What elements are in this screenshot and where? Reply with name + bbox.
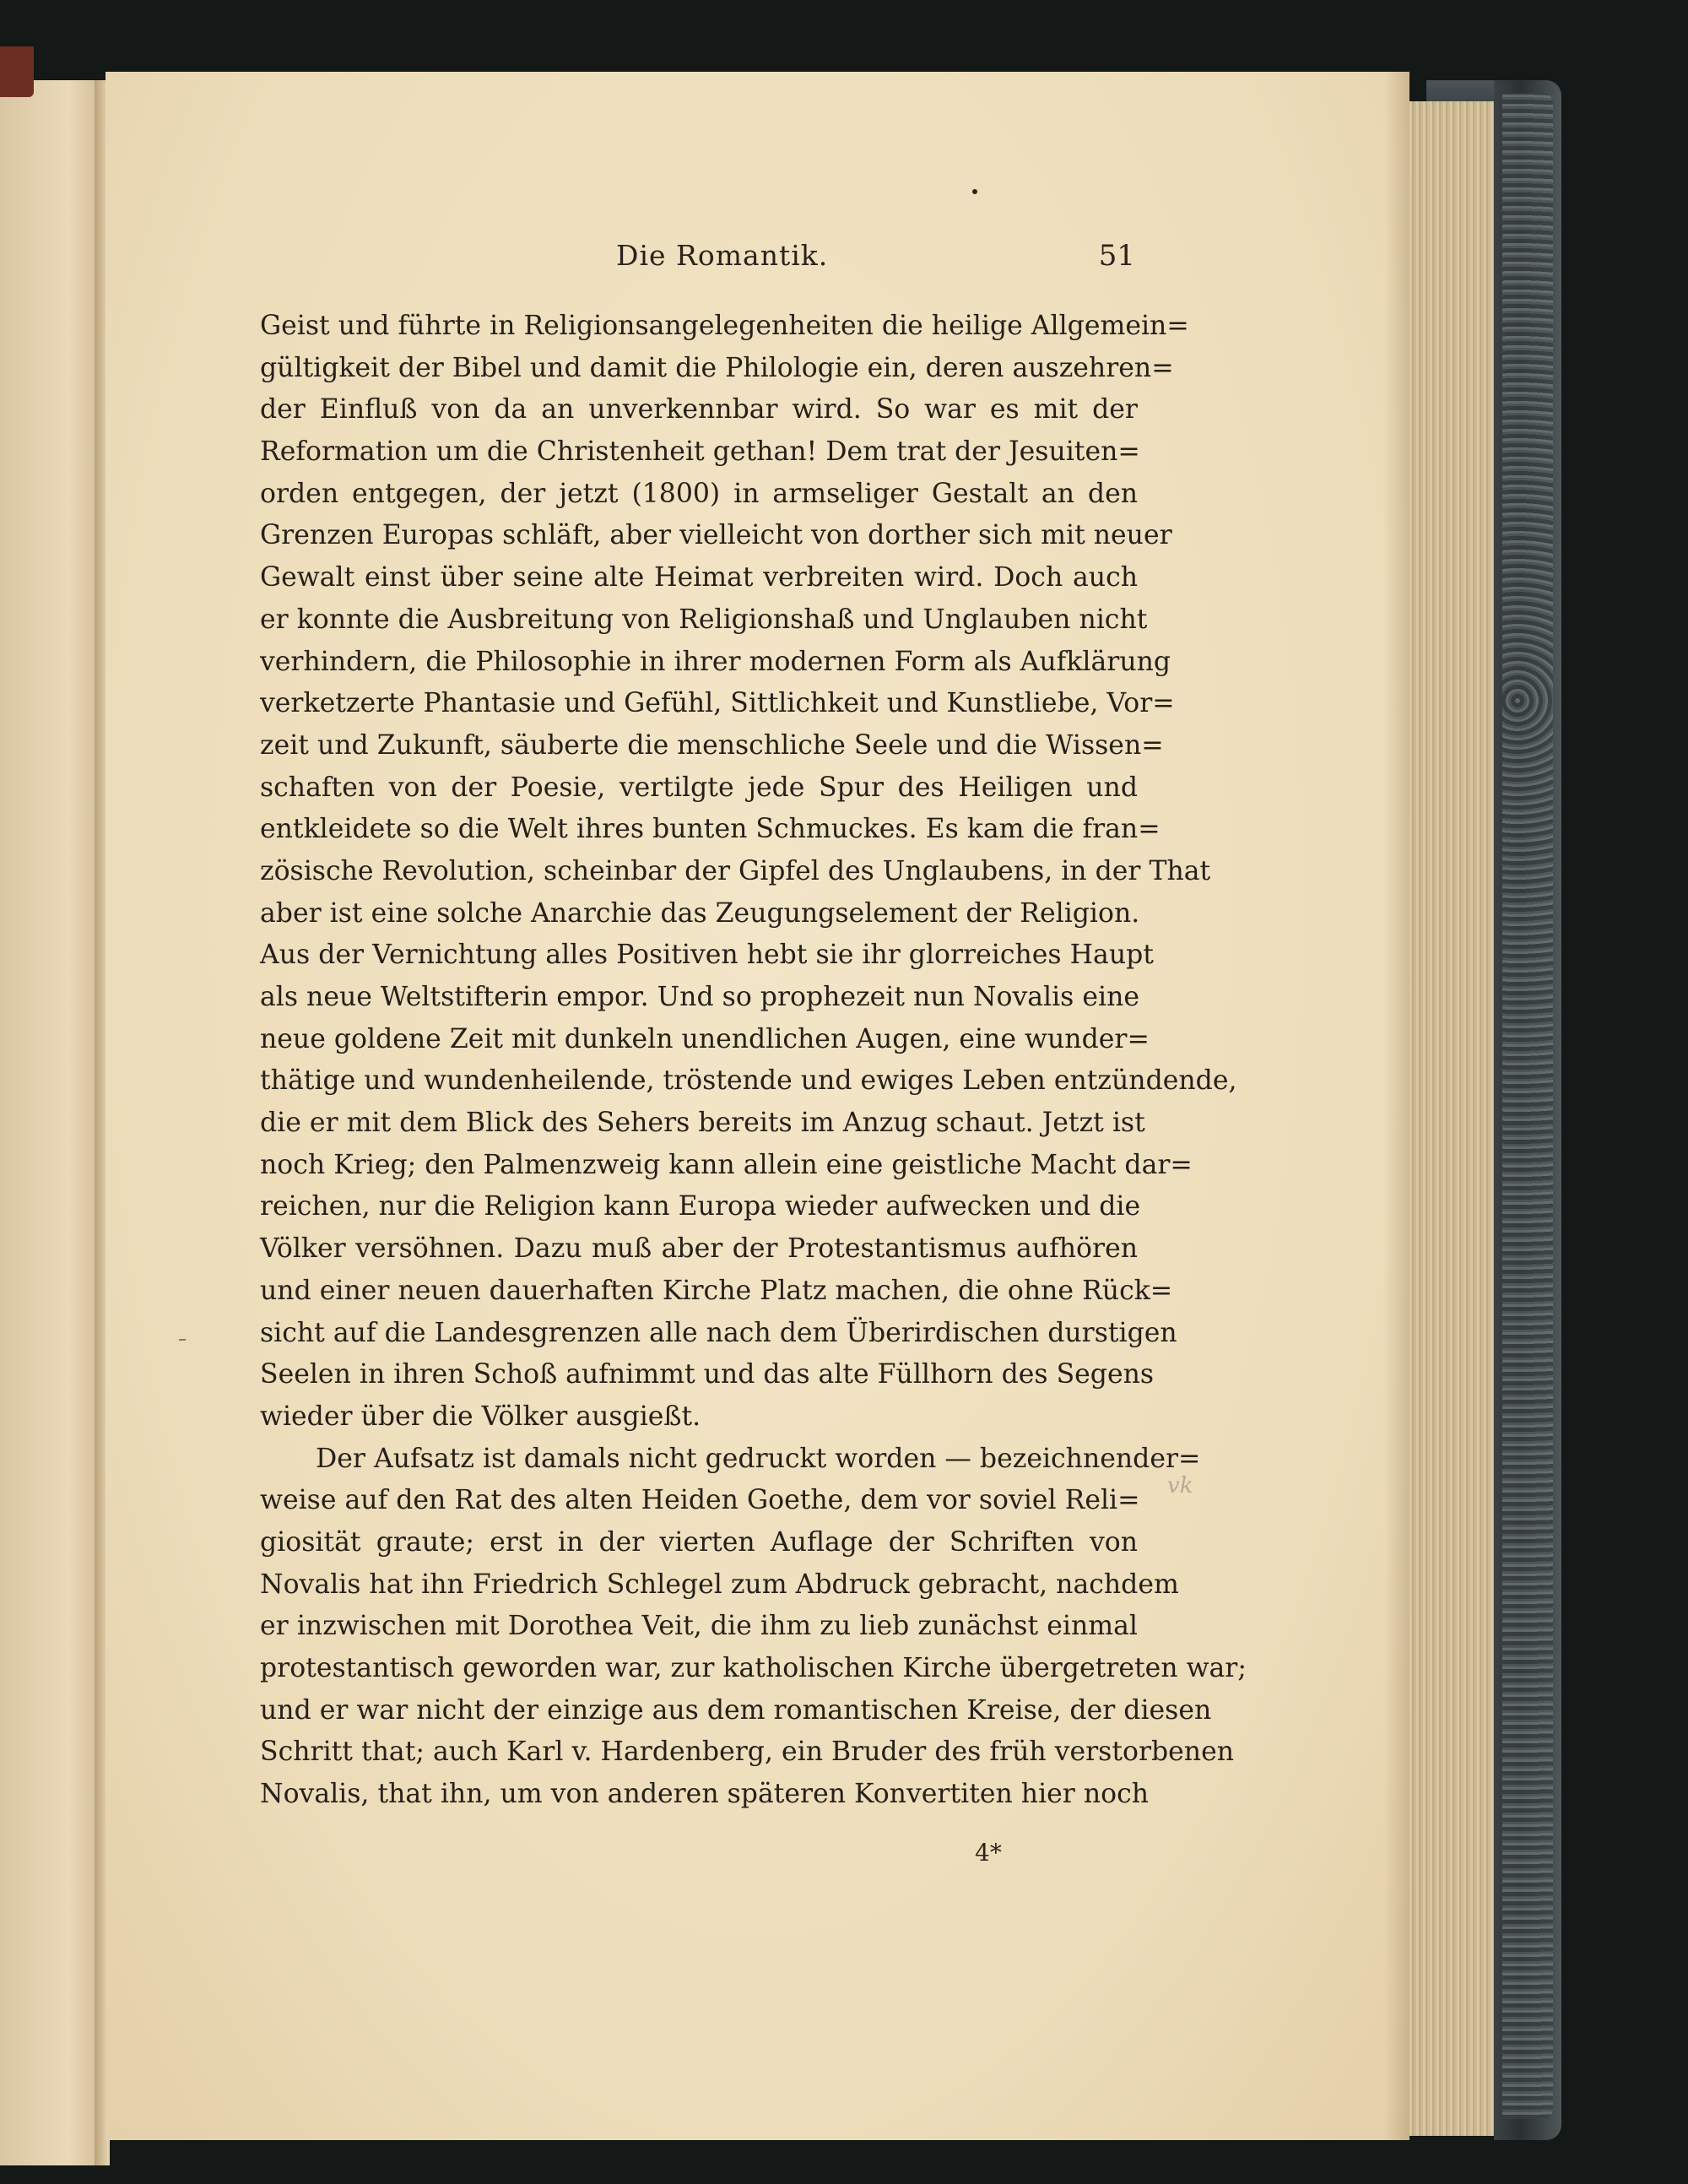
text-line: reichen, nur die Religion kann Europa wieder aufwecken und die	[260, 1191, 1141, 1222]
text-line: Geist und führte in Religionsangelegenheiten die heilige Allgemein=	[260, 311, 1189, 341]
text-line: der Einfluß von da an unverkennbar wird. So war es mit der	[260, 394, 1138, 425]
text-line: aber ist eine solche Anarchie das Zeugungselement der Religion.	[260, 897, 1140, 929]
text-line: als neue Weltstifterin empor. Und so prophezeit nun Novalis eine	[260, 982, 1140, 1012]
text-line: Grenzen Europas schläft, aber vielleicht von dorther sich mit neuer	[260, 520, 1172, 551]
text-line: Aus der Vernichtung alles Positiven hebt sie ihr glorreiches Haupt	[260, 940, 1154, 971]
text-line: er konnte die Ausbreitung von Religionshaß und Unglauben nicht	[260, 604, 1148, 635]
text-line: thätige und wundenheilende, tröstende und ewiges Leben entzündende,	[260, 1065, 1237, 1097]
running-title: Die Romantik.	[616, 239, 829, 272]
paragraph-start-line: Der Aufsatz ist damals nicht gedruckt worden — bezeichnender=	[316, 1443, 1201, 1474]
page-shadow	[1384, 72, 1409, 2140]
page-number: 51	[1098, 239, 1135, 273]
text-line: Novalis hat ihn Friedrich Schlegel zum Abdruck gebracht, nachdem	[260, 1569, 1179, 1600]
text-line: zeit und Zukunft, säuberte die menschliche Seele und die Wissen=	[260, 729, 1164, 761]
text-line: verhindern, die Philosophie in ihrer modernen Form als Aufklärung	[260, 646, 1171, 677]
text-line: und einer neuen dauerhaften Kirche Platz machen, die ohne Rück=	[260, 1275, 1173, 1306]
text-line: neue goldene Zeit mit dunkeln unendlichen Augen, eine wunder=	[260, 1023, 1150, 1054]
paragraph-end-line: wieder über die Völker ausgießt.	[260, 1401, 701, 1432]
text-line: Völker versöhnen. Dazu muß aber der Protestantismus aufhören	[260, 1233, 1138, 1265]
text-line: Gewalt einst über seine alte Heimat verbreiten wird. Doch auch	[260, 562, 1138, 593]
text-line: giosität graute; erst in der vierten Auflage der Schriften von	[260, 1526, 1138, 1558]
text-line: und er war nicht der einzige aus dem romantischen Kreise, der diesen	[260, 1694, 1212, 1726]
text-line: entkleidete so die Welt ihres bunten Schmuckes. Es kam die fran=	[260, 814, 1160, 845]
text-line: protestantisch geworden war, zur katholischen Kirche übergetreten war;	[260, 1653, 1247, 1683]
text-line: noch Krieg; den Palmenzweig kann allein eine geistliche Macht dar=	[260, 1149, 1193, 1180]
text-line: weise auf den Rat des alten Heiden Goethe, dem vor soviel Reli=	[260, 1485, 1140, 1516]
text-line: schaften von der Poesie, vertilgte jede Spur des Heiligen und	[260, 772, 1138, 803]
text-line: orden entgegen, der jetzt (1800) in armseliger Gestalt an den	[260, 478, 1138, 509]
text-line: verketzerte Phantasie und Gefühl, Sittlichkeit und Kunstliebe, Vor=	[260, 688, 1175, 719]
text-line: Schritt that; auch Karl v. Hardenberg, ein Bruder des früh verstorbenen	[260, 1737, 1235, 1768]
text-line: er inzwischen mit Dorothea Veit, die ihm zu lieb zunächst einmal	[260, 1611, 1138, 1642]
marbled-cover-pattern	[1502, 93, 1553, 2119]
text-line: Novalis, that ihn, um von anderen späteren Konvertiten hier noch	[260, 1779, 1150, 1810]
running-head	[253, 239, 1135, 290]
margin-annotation: vk	[1167, 1473, 1193, 1498]
page-fore-edge	[1409, 101, 1494, 2136]
text-line: sicht auf die Landesgrenzen alle nach dem Überirdischen durstigen	[260, 1317, 1177, 1348]
text-line: gültigkeit der Bibel und damit die Philologie ein, deren auszehren=	[260, 352, 1174, 383]
signature-mark: 4*	[975, 1839, 1002, 1867]
ink-speck	[972, 189, 977, 194]
margin-dash	[179, 1339, 186, 1341]
text-line: Seelen in ihren Schoß aufnimmt und das alte Füllhorn des Segens	[260, 1359, 1155, 1390]
left-cover-corner	[0, 46, 34, 97]
text-line: Reformation um die Christenheit gethan! Dem trat der Jesuiten=	[260, 436, 1140, 468]
text-line: zösische Revolution, scheinbar der Gipfel des Unglaubens, in der That	[260, 855, 1211, 886]
left-page-edge	[0, 80, 97, 2165]
text-line: die er mit dem Blick des Sehers bereits im Anzug schaut. Jetzt ist	[260, 1108, 1145, 1139]
